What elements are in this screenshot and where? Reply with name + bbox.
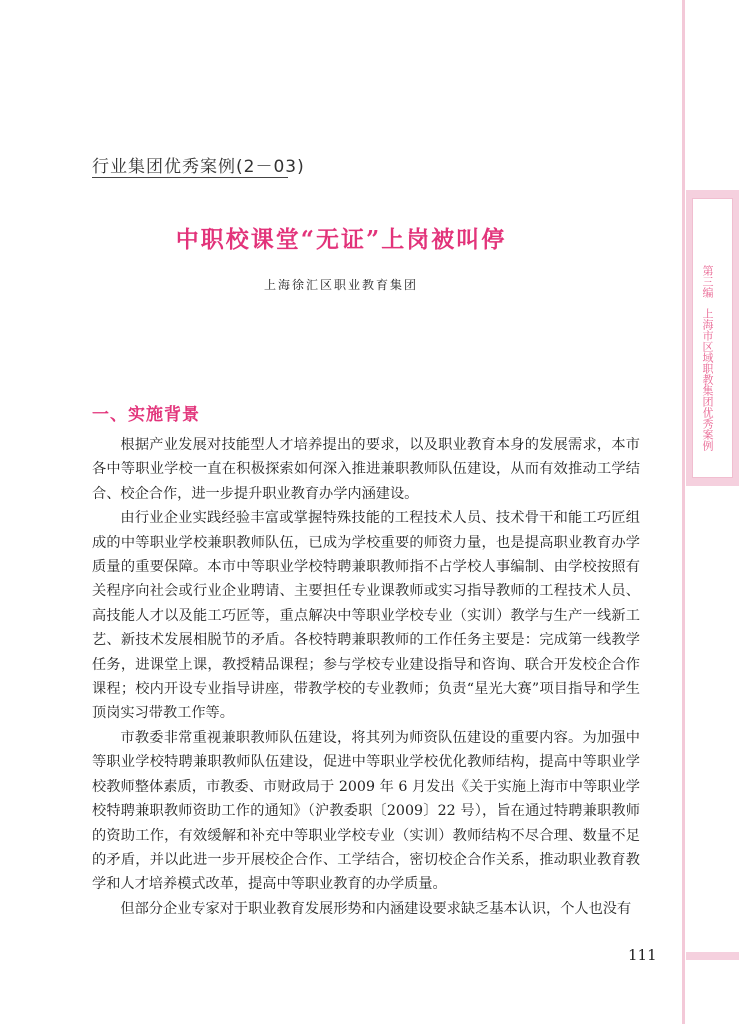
series-underline xyxy=(92,177,288,178)
paragraph: 根据产业发展对技能型人才培养提出的要求，以及职业教育本身的发展需求，本市各中等职业学校一直在积极探索如何深入推进兼职教师队伍建设，从而有效推动工学结合、校企合作，进一步提升职业教育办学内涵建设。 xyxy=(92,437,640,502)
article-title: 中职校课堂“无证”上岗被叫停 xyxy=(175,226,507,253)
side-tab-part-title: 上海市区域职教集团优秀案例 xyxy=(701,308,714,451)
section-heading: 一、实施背景 xyxy=(92,405,200,425)
paragraph: 但部分企业专家对于职业教育发展形势和内涵建设要求缺乏基本认识，个人也没有 xyxy=(120,900,632,917)
paragraph: 由行业企业实践经验丰富或掌握特殊技能的工程技术人员、技术骨干和能工巧匠组成的中等职业学校兼职教师队伍，已成为学校重要的师资力量，也是提高职业教育办学质量的重要保障。本市中等职业学校特聘兼职教师指不占学校人事编制、由学校按照有关程序向社会或行业企业聘请、主要担任专业课教师或实习指导教师的工程技术人员、高技能人才以及能工巧匠等，重点解决中等职业学校专业（实训）教学与生产一线新工艺、新技术发展相脱节的矛盾。各校特聘兼职教师的工作任务主要是：完成第一线教学任务，进课堂上课，教授精品课程；参与学校专业建设指导和咨询、联合开发校企合作课程；校内开设专业指导讲座，带教学校的专业教师；负责“星光大赛”项目指导和学生顶岗实习带教工作等。 xyxy=(92,510,640,722)
side-tab-text xyxy=(699,265,715,451)
side-tab-part-label: 第三编 xyxy=(701,265,714,298)
page-corner-bar xyxy=(686,952,739,960)
article-author: 上海徐汇区职业教育集团 xyxy=(263,278,418,292)
paragraph: 市教委非常重视兼职教师队伍建设，将其列为师资队伍建设的重要内容。为加强中等职业学校特聘兼职教师队伍建设，促进中等职业学校优化教师结构，提高中等职业学校教师整体素质，市教委、市财政局于 2009 年 6 月发出《关于实施上海市中等职业学校特聘兼职教师资助工作的通知》（沪教委职〔2009〕22 号），旨在通过特聘兼职教师的资助工作，有效缓解和补充中等职业学校专业（实训）教师结构不尽合理、数量不足的矛盾，并以此进一步开展校企合作、工学结合，密切校企合作关系，推动职业教育教学和人才培养模式改革，提高中等职业教育的办学质量。 xyxy=(92,729,640,893)
right-margin-rule xyxy=(682,0,685,1024)
page-number: 111 xyxy=(628,946,657,964)
section-side-tab xyxy=(686,190,739,486)
article-body xyxy=(92,433,640,921)
series-label: 行业集团优秀案例(2－03) xyxy=(92,157,305,177)
